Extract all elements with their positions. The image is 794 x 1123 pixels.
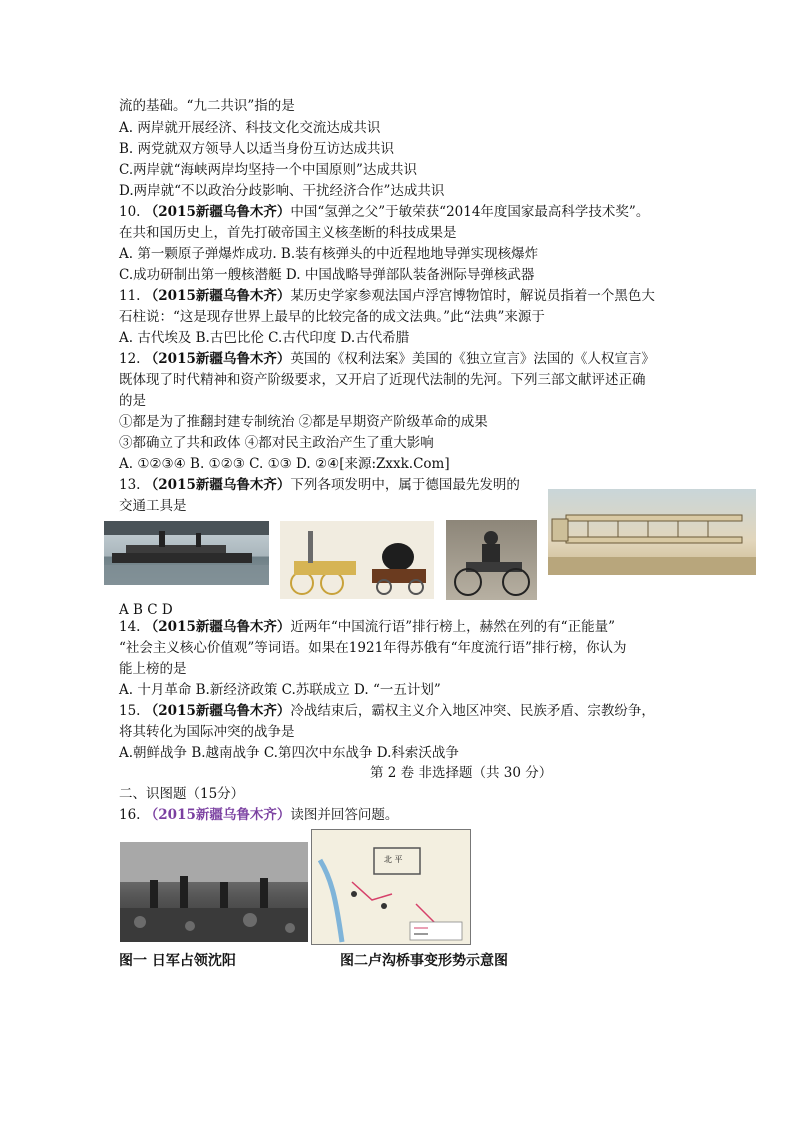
q15-text: 冷战结束后，霸权主义介入地区冲突、民族矛盾、宗教纷争， [290,703,655,719]
q9-option-a: A. 两岸就开展经济、科技文化交流达成共识 [119,120,381,136]
q9-option-c: C.两岸就“海峡两岸均坚持一个中国原则”达成共识 [119,162,417,178]
q13-stem [119,475,520,495]
q13-source: （2015新疆乌鲁木齐） [144,477,291,493]
airplane-picture [548,489,756,575]
section-2-heading: 二、识图题（15分） [119,786,245,802]
shenyang-occupation-photo [120,842,308,942]
q14-source: （2015新疆乌鲁木齐） [144,619,291,635]
q16-source: （2015新疆乌鲁木齐） [144,807,291,823]
q10-number: 10. [119,204,141,220]
q10-options-ab: A. 第一颗原子弹爆炸成功. B.装有核弹头的中近程地地导弹实现核爆炸 [119,246,539,262]
q14-number: 14. [119,619,141,635]
q12-stem [119,349,655,369]
q12-stem-3: 的是 [119,393,146,409]
q11-number: 11. [119,288,141,304]
q11-options: A. 古代埃及 B.古巴比伦 C.古代印度 D.古代希腊 [119,330,410,346]
q12-number: 12. [119,351,141,367]
q16-text: 读图并回答问题。 [290,807,399,823]
map-label-beiping: 北 平 [384,855,403,864]
q13-option-labels: A B C D [119,602,173,618]
q9-option-b: B. 两党就双方领导人以适当身份互访达成共识 [119,141,395,157]
q15-options: A.朝鲜战争 B.越南战争 C.第四次中东战争 D.科索沃战争 [119,745,459,761]
figure-1-caption: 图一 日军占领沈阳 [119,953,236,969]
q12-options: A. ①②③④ B. ①②③ C. ①③ D. ②④[来源:Zxxk.Com] [119,456,450,472]
q11-stem [119,286,655,306]
q15-stem [119,701,655,721]
q10-source: （2015新疆乌鲁木齐） [144,204,291,220]
q16-number: 16. [119,807,141,823]
q16-stem [119,805,398,825]
q10-stem [119,202,649,222]
q9-option-d: D.两岸就“不以政治分歧影响、干扰经济合作”达成共识 [119,183,445,199]
automobile-picture [446,520,537,600]
steamboat-picture [104,521,269,585]
q15-source: （2015新疆乌鲁木齐） [144,703,291,719]
q12-statements-12: ①都是为了推翻封建专制统治 ②都是早期资产阶级革命的成果 [119,414,488,430]
lugou-bridge-map [311,829,471,945]
q12-stem-2: 既体现了时代精神和资产阶级要求，又开启了近现代法制的先河。下列三部文献评述正确 [119,372,646,388]
volume-2-heading: 第 2 卷 非选择题（共 30 分） [370,765,553,781]
q10-options-cd: C.成功研制出第一艘核潜艇 D. 中国战略导弹部队装备洲际导弹核武器 [119,267,535,283]
q11-source: （2015新疆乌鲁木齐） [144,288,291,304]
q12-statements-34: ③都确立了共和政体 ④都对民主政治产生了重大影响 [119,435,434,451]
q14-stem [119,617,615,637]
locomotive-picture [280,521,434,599]
q15-stem-2: 将其转化为国际冲突的战争是 [119,724,295,740]
q13-text: 下列各项发明中，属于德国最先发明的 [290,477,520,493]
q10-stem-2: 在共和国历史上，首先打破帝国主义核垄断的科技成果是 [119,225,457,241]
q9-tail: 流的基础。“九二共识”指的是 [119,98,295,114]
q10-text: 中国“氢弹之父”于敏荣获“2014年度国家最高科学技术奖”。 [290,204,650,220]
q14-text: 近两年“中国流行语”排行榜上，赫然在列的有“正能量” [290,619,615,635]
q13-number: 13. [119,477,141,493]
q14-stem-2: “社会主义核心价值观”等词语。如果在1921年得苏俄有“年度流行语”排行榜，你认为 [119,640,627,656]
q15-number: 15. [119,703,141,719]
figure-2-caption: 图二卢沟桥事变形势示意图 [340,953,508,969]
q11-text: 某历史学家参观法国卢浮宫博物馆时，解说员指着一个黑色大 [290,288,655,304]
q14-stem-3: 能上榜的是 [119,661,187,677]
q12-source: （2015新疆乌鲁木齐） [144,351,291,367]
q14-options: A. 十月革命 B.新经济政策 C.苏联成立 D. “一五计划” [119,682,441,698]
q13-stem-2: 交通工具是 [119,498,187,514]
q12-text: 英国的《权利法案》美国的《独立宣言》法国的《人权宣言》 [290,351,655,367]
q11-stem-2: 石柱说：“这是现存世界上最早的比较完备的成文法典。”此“法典”来源于 [119,309,545,325]
